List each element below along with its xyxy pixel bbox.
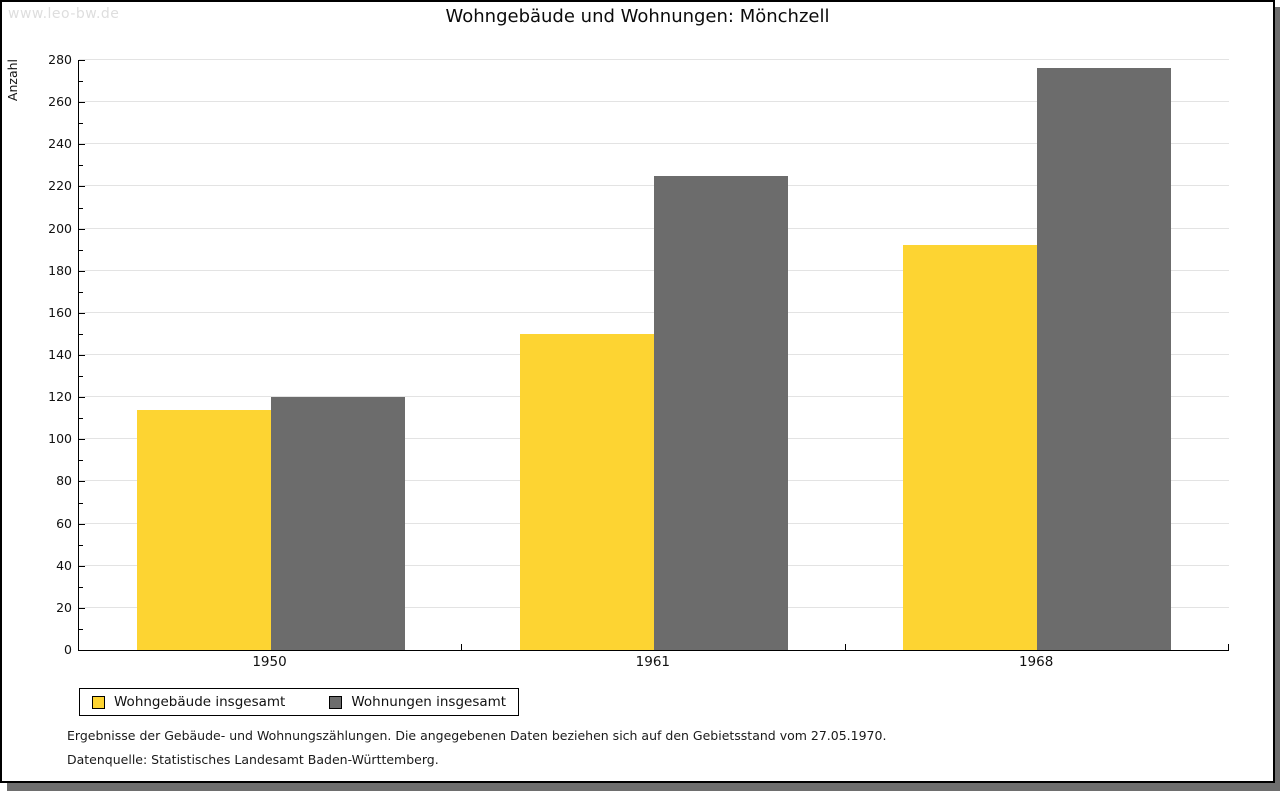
x-axis-label-1968: 1968 — [1018, 654, 1054, 670]
y-axis-label-220: 220 — [48, 178, 72, 194]
chart-title: Wohngebäude und Wohnungen: Mönchzell — [445, 6, 830, 27]
x-tick-3 — [1228, 644, 1229, 650]
watermark: www.leo-bw.de — [8, 6, 120, 22]
bar-1961-wohnungen — [654, 176, 788, 650]
y-axis-label-280: 280 — [48, 52, 72, 67]
y-axis-label-20: 20 — [56, 599, 72, 615]
footnote-gebietsstand: Ergebnisse der Gebäude- und Wohnungszählungen. Die angegebenen Daten beziehen sich auf den Gebietsstand vom 27.05.1970. — [67, 728, 887, 743]
bar-group-1950 — [79, 60, 462, 650]
y-axis-label-180: 180 — [48, 262, 72, 278]
bar-1968-wohngebaeude — [903, 245, 1037, 650]
legend-swatch-wohnungen — [329, 696, 342, 709]
bar-group-1968 — [846, 60, 1229, 650]
bar-1961-wohngebaeude — [520, 334, 654, 650]
y-axis-label-40: 40 — [56, 557, 72, 573]
bar-1968-wohnungen — [1037, 68, 1171, 650]
bar-1950-wohngebaeude — [137, 410, 271, 650]
x-axis-label-1950: 1950 — [252, 654, 287, 670]
x-axis-label-1961: 1961 — [635, 654, 670, 670]
y-axis-label-260: 260 — [48, 94, 72, 110]
legend-item-wohngebaeude — [92, 694, 285, 710]
y-axis-label-160: 160 — [48, 304, 72, 320]
y-axis-label-200: 200 — [48, 220, 72, 236]
x-tick-2 — [845, 644, 846, 650]
plot-area — [78, 60, 1229, 651]
y-axis-label-0: 0 — [64, 642, 72, 657]
bar-1950-wohnungen — [271, 397, 405, 650]
y-axis-label-100: 100 — [48, 431, 72, 447]
y-axis-label-60: 60 — [56, 515, 72, 531]
legend-label: Wohngebäude insgesamt — [114, 694, 286, 710]
y-axis-label-120: 120 — [48, 389, 72, 405]
y-axis-label-240: 240 — [48, 136, 72, 152]
y-axis-label-80: 80 — [56, 473, 72, 489]
bar-group-1961 — [462, 60, 845, 650]
y-axis-title: Anzahl — [5, 59, 20, 102]
y-axis-label-140: 140 — [48, 347, 72, 362]
legend-item-wohnungen — [329, 694, 506, 710]
legend-label: Wohnungen insgesamt — [351, 694, 507, 710]
x-tick-1 — [461, 644, 462, 650]
legend-swatch-wohngebaeude — [92, 696, 105, 709]
footnote-datenquelle: Datenquelle: Statistisches Landesamt Baden-Württemberg. — [67, 752, 439, 767]
legend — [79, 688, 519, 716]
